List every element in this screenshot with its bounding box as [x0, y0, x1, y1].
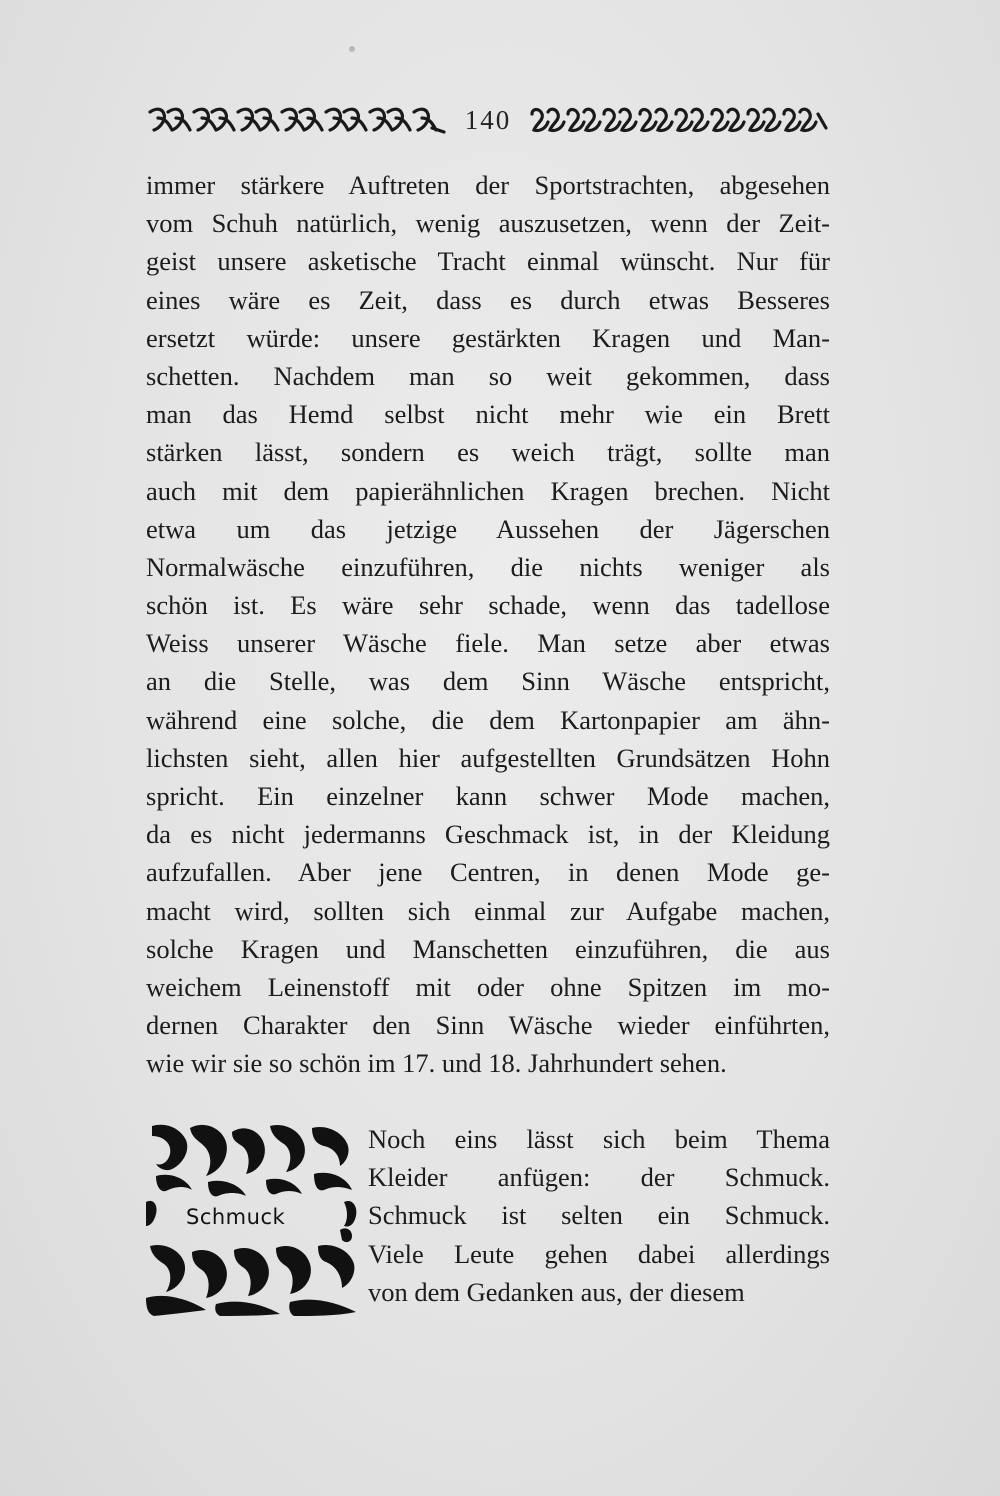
text-line: weichem Leinenstoff mit oder ohne Spitzen im mo- — [146, 971, 830, 1002]
text-line: macht wird, sollten sich einmal zur Aufgabe machen, — [146, 895, 830, 926]
text-line: Kleider anfügen: der Schmuck. — [368, 1162, 830, 1193]
text-line: schön ist. Es wäre sehr schade, wenn das tadellose — [146, 590, 830, 621]
page-number: 140 — [464, 105, 512, 135]
text-line: Weiss unserer Wäsche fiele. Man setze aber etwas — [146, 628, 830, 659]
text-line: schetten. Nachdem man so weit gekommen, dass — [146, 360, 830, 391]
text-line: Normalwäsche einzuführen, die nichts weniger als — [146, 551, 830, 582]
text-line: spricht. Ein einzelner kann schwer Mode machen, — [146, 781, 830, 811]
text-line: geist unsere asketische Tracht einmal wünscht. Nur für — [146, 246, 830, 277]
text-line: während eine solche, die dem Kartonpapier am ähn- — [146, 704, 830, 735]
text-line: aufzufallen. Aber jene Centren, in denen Mode ge- — [146, 857, 830, 888]
text-line: wie wir sie so schön im 17. und 18. Jahrhundert sehen. — [146, 1048, 727, 1079]
text-line: immer stärkere Auftreten der Sportstrachten, abgesehen — [146, 170, 830, 200]
text-line: etwa um das jetzige Aussehen der Jägerschen — [146, 513, 830, 544]
text-line: Noch eins lässt sich beim Thema — [368, 1124, 830, 1154]
text-line: man das Hemd selbst nicht mehr wie ein Brett — [146, 399, 830, 430]
text-line: von dem Gedanken aus, der diesem — [368, 1276, 745, 1307]
text-line: stärken lässt, sondern es weich trägt, sollte man — [146, 437, 830, 468]
text-line: da es nicht jedermanns Geschmack ist, in der Kleidung — [146, 819, 830, 850]
text-line: dernen Charakter den Sinn Wäsche wieder einführten, — [146, 1010, 830, 1041]
text-line: eines wäre es Zeit, dass es durch etwas Besseres — [146, 284, 830, 315]
vignette-label: Schmuck — [186, 1205, 286, 1229]
text-line: solche Kragen und Manschetten einzuführen, die aus — [146, 933, 830, 964]
text-line: an die Stelle, was dem Sinn Wäsche entspricht, — [146, 666, 830, 697]
text-line: Schmuck ist selten ein Schmuck. — [368, 1200, 830, 1231]
section-text — [368, 1120, 830, 1311]
body-text — [146, 166, 830, 1083]
header-ornament-left-icon — [146, 106, 448, 136]
section-with-vignette — [146, 1120, 830, 1320]
text-line: lichsten sieht, allen hier aufgestellten Grundsätzen Hohn — [146, 742, 830, 773]
text-line: Viele Leute gehen dabei allerdings — [368, 1238, 830, 1269]
paper-speck — [349, 46, 355, 52]
header-ornament-right-icon — [528, 106, 830, 136]
text-line: ersetzt würde: unsere gestärkten Kragen und Man- — [146, 322, 830, 353]
text-line: auch mit dem papierähnlichen Kragen brechen. Nicht — [146, 475, 830, 506]
text-line: vom Schuh natürlich, wenig auszusetzen, wenn der Zeit- — [146, 208, 830, 239]
running-header — [146, 100, 830, 140]
